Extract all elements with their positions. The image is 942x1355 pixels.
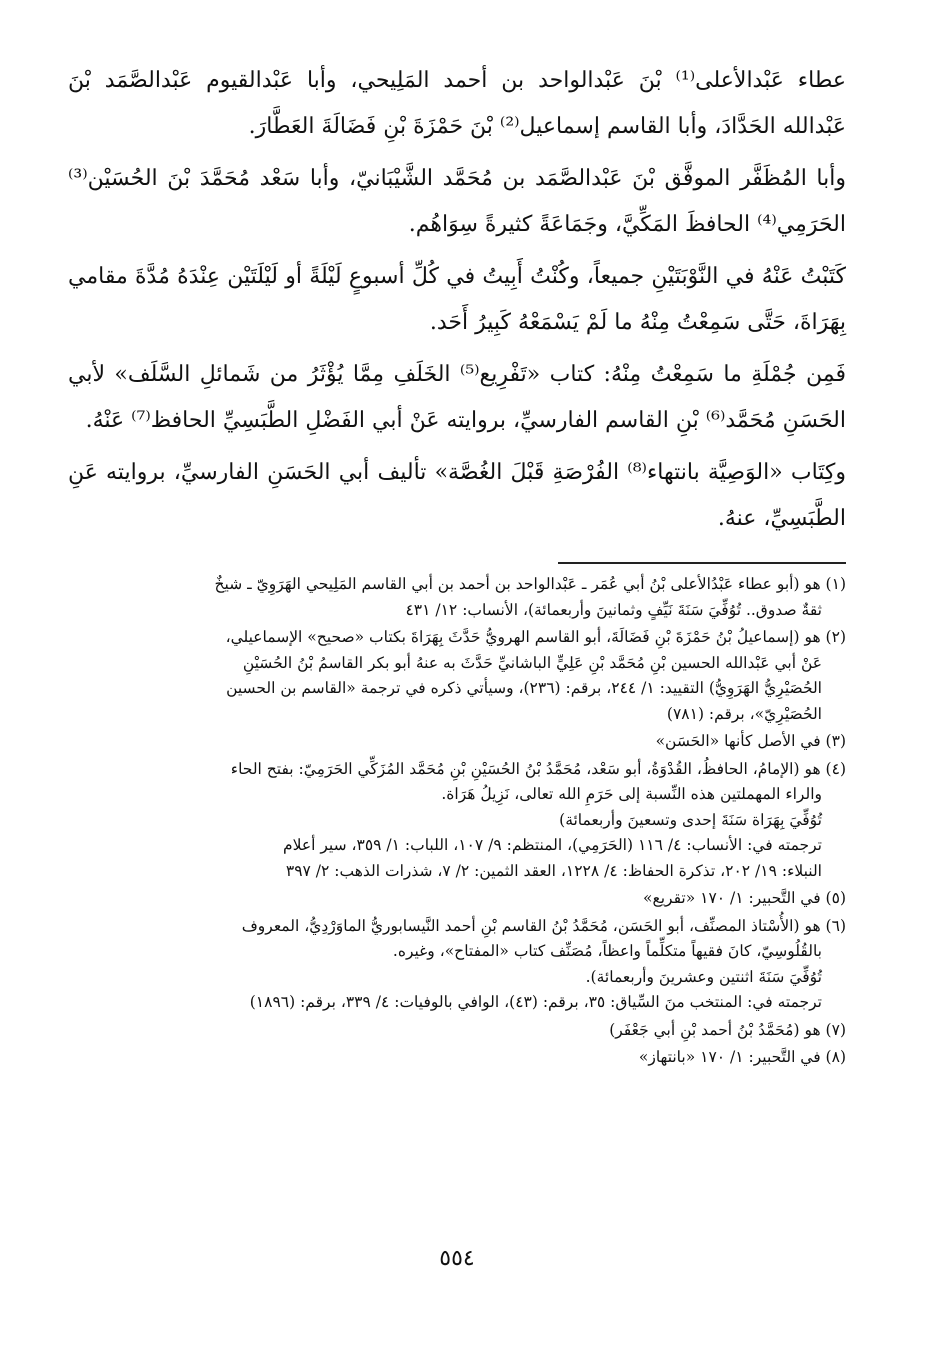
footnote-line: (٧) هو (مُحَمَّدُ بْنُ أحمد بْنِ أبي جَعْفَر)	[609, 1020, 846, 1039]
footnote-line: تُوُفِّيَ سَنَةَ اثنتين وعشرينَ وأربعمائة).	[585, 967, 822, 986]
footnote-line: تُوُفِّيَ بِهَرَاة سَنَةَ إحدى وتسعينَ وأربعمائة)	[559, 810, 822, 829]
footnote-line: بالقُلُوسِيّ، كانَ فقيهاً متكلِّماً واعظاً، مُصَنِّف كتاب «المفتاح»، وغيره.	[392, 942, 822, 960]
footnote-line: (٨) في التَّحبير: ١/ ١٧٠ «بانتهاز»	[638, 1048, 846, 1066]
footnote-separator	[558, 562, 846, 564]
footnote-line: (٢) هو (إسماعيلُ بْنُ حَمْزَةَ بْنِ فَضَالَةَ، أبو القاسم الهرويُّ حَدَّثَ بِهَرَاةَ بكتاب «صحيح» الإسماعيلي،	[225, 628, 846, 646]
footnote-line: ترجمته في: الأنساب: ٤/ ١١٦ (الحَرَمِي)، المنتظم: ٩/ ١٠٧، اللباب: ١/ ٣٥٩، سير أعلام	[283, 836, 822, 854]
paragraph-5: وكِتَاب «الوَصِيَّة بانتهاء⁽⁸⁾ الفُرْصَةِ قَبْلَ الغُصَّة» تأليف أبي الحَسَنِ الفارسيِّ، بروايته عَنِ الطَّبَسِيِّ، عنهُ.	[68, 460, 847, 531]
footnote-7	[68, 1018, 846, 1044]
footnote-6	[68, 914, 846, 1016]
footnote-line: الحُصَيْرِيُّ الهَرَوِيُّ) التقييد: ١/ ٢٤٤، برقم: (٢٣٦)، وسيأتي ذكره في ترجمة «القاسم بن الحسين	[226, 679, 822, 697]
footnote-line: ترجمته في: المنتخب منَ السِّياق: ٣٥، برقم: (٤٣)، الوافي بالوفيات: ٤/ ٣٣٩، برقم: (١٨٩٦)	[249, 993, 822, 1011]
footnote-line: ثقةٌ صدوق.. تُوُفِّيَ سَنَةَ نَيِّفٍ وثمانينَ وأربعمائة)، الأنساب: ١٢/ ٤٣١	[405, 600, 822, 619]
footnote-8	[68, 1045, 846, 1071]
paragraph-2: وأبا المُظَفَّر الموفَّق بْنَ عَبْدالصَّمَد بن مُحَمَّد الشَّيْبَانيّ، وأبا سَعْد مُحَمَّدَ بْنَ الحُسَيْن⁽³⁾ الحَرَمِي⁽⁴⁾ الحافظَ المَكِّيَّ، وجَمَاعَةً كثيرةً سِوَاهُم.	[68, 166, 846, 237]
footnote-5	[68, 886, 846, 912]
paragraph-1: عطاء عَبْدالأعلى⁽¹⁾ بْنَ عَبْدالواحد بن أحمد المَلِيحي، وأبا عَبْدالقيوم عَبْدالصَّمَد بْنَ عَبْدالله الحَدَّادَ، وأبا القاسم إسماعيل⁽²⁾ بْنَ حَمْزَةَ بْنِ فَضَالَةَ العَطَّارَ.	[68, 68, 847, 139]
footnote-line: (٤) هو (الإمامُ، الحافظُ، القُدْوَةُ، أبو سَعْد، مُحَمَّدُ بْنُ الحُسَيْنِ بْنِ مُحَمَّد المُزَكِّي الحَرَمِيّ: بفتح الحاء	[230, 759, 846, 778]
footnote-line: (١) هو (أبو عطاء عَبْدُالأعلى بْنُ أبي عُمَر ـ عَبْدالواحد بن أحمد بن أبي القاسم المَلِيحي الهَرَوِيّ ـ شيخٌ	[214, 575, 846, 593]
footnote-4	[68, 757, 846, 885]
paragraph-3: كَتَبْتُ عَنْهُ في النَّوْبَتَيْنِ جميعاً، وكُنْتُ أَبِيتُ في كُلِّ أسبوعٍ لَيْلَةً أو لَيْلَتَيْن عِنْدَهُ مُدَّةَ مقامي بِهَرَاةَ، حَتَّى سَمِعْتُ مِنْهُ ما لَمْ يَسْمَعْهُ كَبِيرُ أَحَد.	[68, 264, 846, 335]
footnote-line: النبلاء: ١٩/ ٢٠٢، تذكرة الحفاظ: ٤/ ١٢٢٨، العقد الثمين: ٢/ ٧، شذرات الذهب: ٢/ ٣٩٧	[285, 861, 822, 880]
footnote-line: (٥) في التَّحبير: ١/ ١٧٠ «تقريع»	[642, 889, 846, 907]
footnote-line: (٦) هو (الأُسْتاذ المصنِّف، أبو الحَسَن، مُحَمَّدُ بْنُ القاسم بْنِ أحمد النَّيسابوريُّ الماوَرْدِيُّ، المعروف	[241, 916, 846, 935]
footnote-line: (٣) في الأصل كأنها «الحَسَن»	[655, 732, 846, 750]
paragraph-4: فَمِن جُمْلَةِ ما سَمِعْتُ مِنْهُ: كتاب «تَفْرِيع⁽⁵⁾ الخَلَفِ مِمَّا يُؤْثَرُ من شَمائلِ السَّلَف» لأبي الحَسَنِ مُحَمَّد⁽⁶⁾ بْنِ القاسم الفارسيِّ، بروايته عَنْ أبي الفَضْلِ الطَّبَسِيِّ الحافظ⁽⁷⁾ عَنْهُ.	[68, 362, 846, 433]
page-number: ٥٥٤	[439, 1246, 475, 1271]
footnote-3	[68, 729, 846, 755]
footnote-line: عَنْ أبي عَبْدالله الحسين بْنِ مُحَمَّد بْنِ عَلِيٍّ الباشانيِّ حَدَّثَ به عنهُ أبو بكر القاسمُ بْنُ الحُسَيْنِ	[242, 653, 822, 672]
page	[68, 58, 846, 1318]
main-text	[68, 58, 846, 542]
footnote-1	[68, 572, 846, 623]
footnote-line: الحُصَيْرِيّ»، برقم: (٧٨١)	[666, 704, 822, 723]
footnotes	[68, 572, 846, 1071]
footnote-2	[68, 625, 846, 727]
footnote-line: والراء المهملتين هذه النِّسبة إلى حَرَمِ الله تعالى، نَزِيلُ هَرَاة.	[441, 785, 822, 803]
